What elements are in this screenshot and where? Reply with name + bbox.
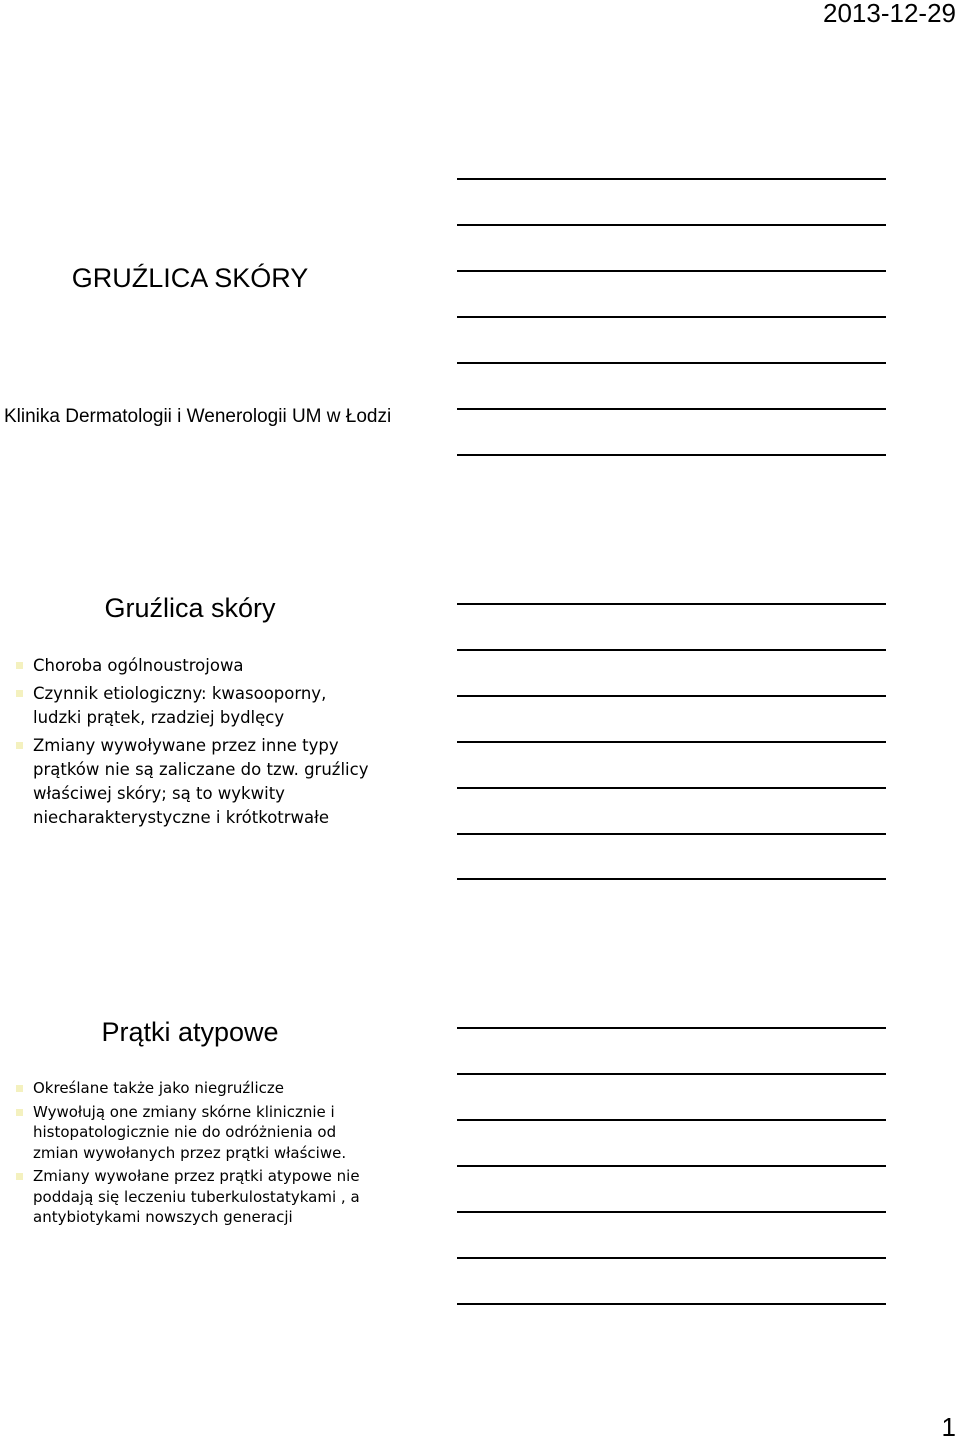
note-line: [457, 878, 886, 880]
note-line: [457, 362, 886, 364]
note-line: [457, 1073, 886, 1075]
note-line: [457, 1257, 886, 1259]
list-item: [0, 654, 372, 678]
note-line: [457, 178, 886, 180]
bullet-marker-icon: [16, 1085, 23, 1092]
bullet-marker-icon: [16, 742, 23, 749]
bullet-marker-icon: [16, 690, 23, 697]
slide-subtitle: Klinika Dermatologii i Wenerologii UM w Łodzi: [4, 406, 392, 427]
print-date: 2013-12-29: [823, 0, 956, 28]
bullet-text: Zmiany wywoływane przez inne typy prątków nie są zaliczane do tzw. gruźlicy właściwej skóry; są to wykwity niecharakterystyczne i krótkotrwałe: [33, 736, 369, 827]
note-line: [457, 787, 886, 789]
note-line: [457, 1211, 886, 1213]
slide-title: GRUŹLICA SKÓRY: [71, 263, 309, 293]
note-line: [457, 316, 886, 318]
note-line: [457, 1027, 886, 1029]
note-line: [457, 224, 886, 226]
note-line: [457, 741, 886, 743]
bullet-text: Wywołują one zmiany skórne klinicznie i histopatologicznie nie do odróżnienia od zmian wywołanych przez prątki właściwe.: [33, 1102, 347, 1162]
note-line: [457, 833, 886, 835]
list-item: [0, 1102, 372, 1164]
list-item: [0, 1078, 372, 1099]
note-line: [457, 270, 886, 272]
note-line: [457, 695, 886, 697]
bullet-text: Zmiany wywołane przez prątki atypowe nie poddają się leczeniu tuberkulostatykami , a antybiotykami nowszych generacji: [33, 1167, 360, 1226]
bullet-text: Określane także jako niegruźlicze: [33, 1079, 284, 1097]
bullet-marker-icon: [16, 1109, 23, 1116]
slide-title: Prątki atypowe: [101, 1017, 279, 1047]
note-line: [457, 1303, 886, 1305]
bullet-list: [0, 1078, 372, 1231]
list-item: [0, 1166, 372, 1228]
note-line: [457, 649, 886, 651]
bullet-list: [0, 654, 372, 834]
note-line: [457, 603, 886, 605]
list-item: [0, 682, 372, 730]
bullet-marker-icon: [16, 662, 23, 669]
note-line: [457, 454, 886, 456]
slide-title: Gruźlica skóry: [104, 593, 276, 623]
bullet-marker-icon: [16, 1173, 23, 1180]
note-line: [457, 1165, 886, 1167]
bullet-text: Choroba ogólnoustrojowa: [33, 656, 244, 675]
note-line: [457, 1119, 886, 1121]
bullet-text: Czynnik etiologiczny: kwasooporny, ludzki prątek, rzadziej bydlęcy: [33, 684, 327, 727]
note-line: [457, 408, 886, 410]
list-item: [0, 734, 372, 830]
page-number: 1: [941, 1412, 956, 1442]
